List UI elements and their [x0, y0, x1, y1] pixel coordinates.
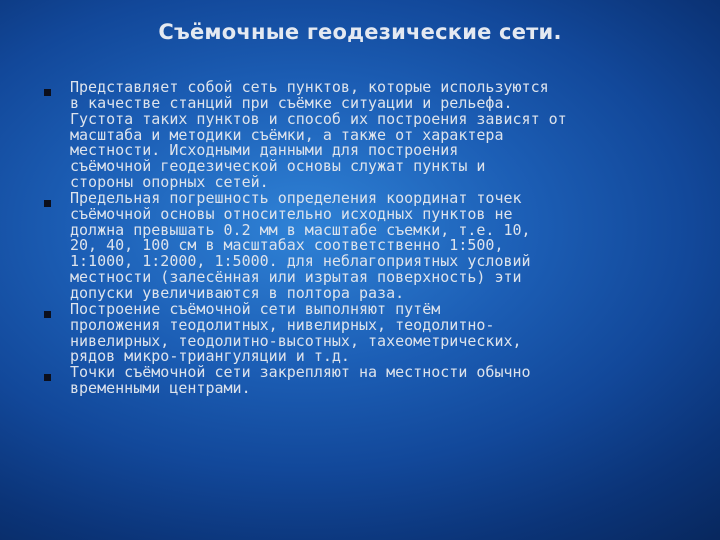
slide-title: Съёмочные геодезические сети. [158, 20, 562, 44]
square-bullet-icon [44, 200, 51, 207]
bullet-text-2: Предельная погрешность определения координат точек съёмочной основы относительно исходных пунктов не должна превышать 0.2 мм в масштабе съемки, т.е. 10, 20, 40, 100 см в масштабах соответственно 1:500, 1:1000, 1:2000, 1:5000. для неблагоприятных условий местности (залесённая или изрытая поверхность) эти допуски увеличиваются в полтора раза. [70, 188, 531, 302]
bullet-text-3: Построение съёмочной сети выполняют путём проложения теодолитных, нивелирных, теодолитно- нивелирных, теодолитно-высотных, тахеометрических, рядов микро-триангуляции и т.д. [70, 299, 522, 366]
bullet-text-4: Точки съёмочной сети закрепляют на местности обычно временными центрами. [70, 363, 531, 398]
square-bullet-icon [44, 374, 51, 381]
bullet-item-4 [44, 365, 684, 397]
square-bullet-icon [44, 89, 51, 96]
square-bullet-icon [44, 311, 51, 318]
bullet-list [44, 80, 684, 397]
bullet-item-1 [44, 80, 684, 191]
bullet-text-1: Представляет собой сеть пунктов, которые используются в качестве станций при съёмке ситуации и рельефа. Густота таких пунктов и способ их построения зависят от масштаба и методики съёмки, а также от характера местности. Исходными данными для построения съёмочной геодезической основы служат пункты и стороны опорных сетей. [70, 78, 567, 192]
bullet-item-3 [44, 299, 684, 366]
bullet-item-2 [44, 188, 684, 302]
